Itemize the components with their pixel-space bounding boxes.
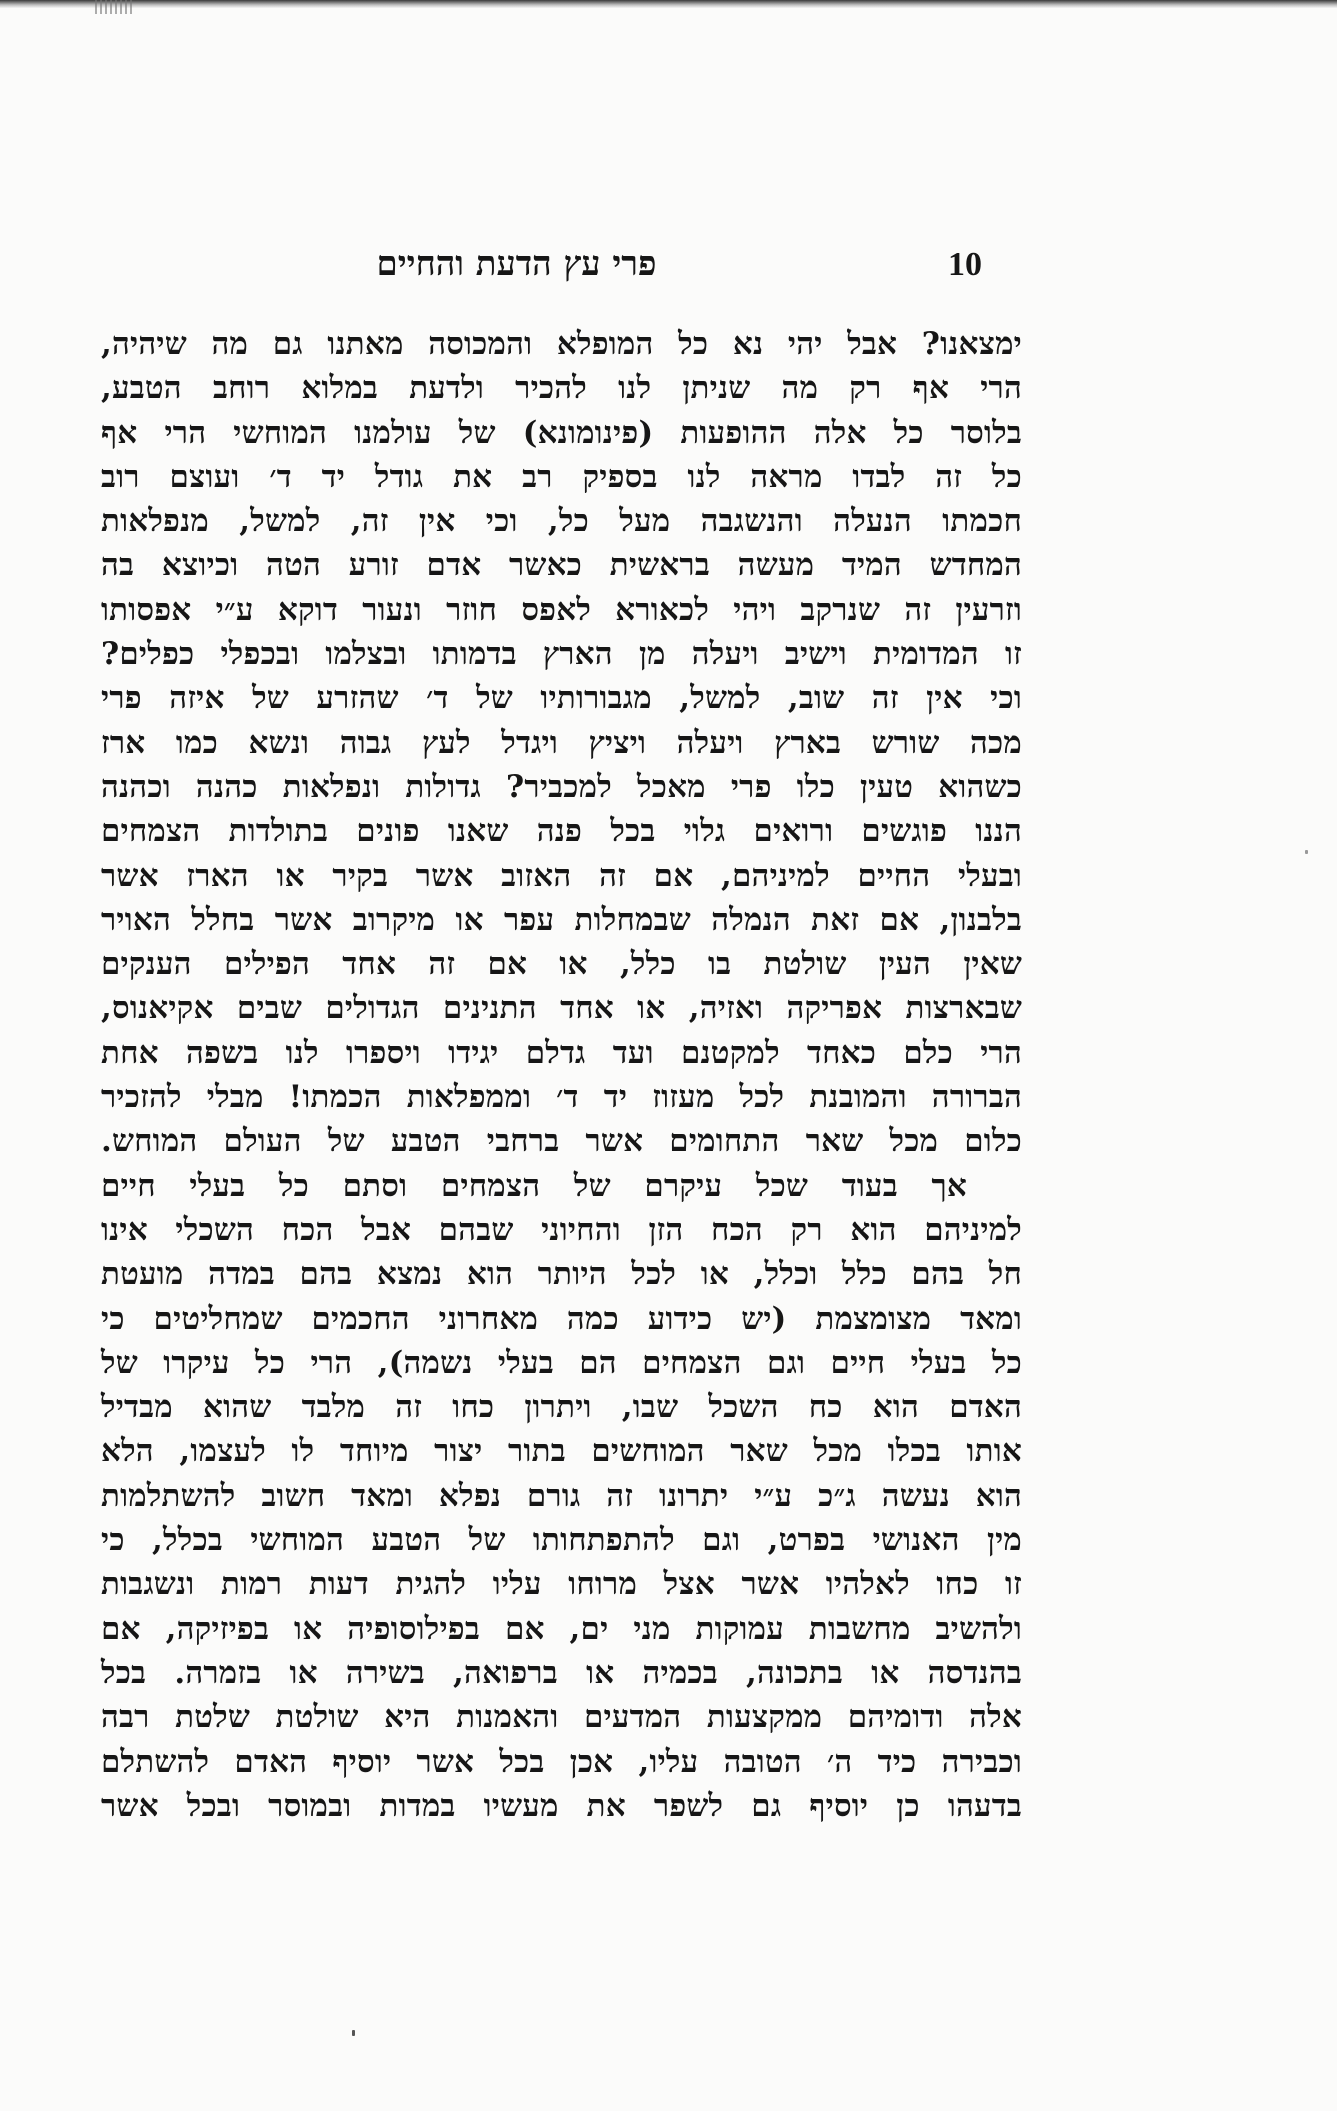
text-line: בדעהו כן יוסיף גם לשפר את מעשיו במדות ובמוסר ובכל אשר bbox=[101, 1787, 1022, 1824]
text-line: וזרעין זה שנרקב ויהי לכאורא לאפס חוזר ונעור דוקא ע״י אפסותו bbox=[101, 591, 1022, 628]
text-line: הרי אף רק מה שניתן לנו להכיר ולדעת במלוא רוחב הטבע, bbox=[101, 370, 1022, 407]
scan-speck bbox=[1305, 850, 1308, 854]
text-line: מין האנושי בפרט, וגם להתפתחותו של הטבע המוחשי בכלל, כי bbox=[101, 1522, 1022, 1559]
text-line: כל בעלי חיים וגם הצמחים הם בעלי נשמה), הרי כל עיקרו של bbox=[101, 1344, 1022, 1381]
text-line: אותו בכלו מכל שאר המוחשים בתור יצור מיוחד לו לעצמו, הלא bbox=[101, 1433, 1022, 1470]
text-line: האדם הוא כח השכל שבו, ויתרון כחו זה מלבד שהוא מבדיל bbox=[101, 1389, 1022, 1426]
text-line: חל בהם כלל וכלל, או לכל היותר הוא נמצא בהם במדה מועטת bbox=[101, 1256, 1022, 1293]
text-line: הננו פוגשים ורואים גלוי בכל פנה שאנו פונים בתולדות הצמחים bbox=[101, 813, 1022, 850]
text-line: הרי כלם כאחד למקטנם ועד גדלם יגידו ויספרו לנו בשפה אחת bbox=[101, 1034, 1022, 1071]
text-line: אלה ודומיהם ממקצעות המדעים והאמנות היא שולטת שלטת רבה bbox=[101, 1699, 1022, 1736]
text-line: ומאד מצומצמת (יש כידוע כמה מאחרוני החכמים שמחליטים כי bbox=[101, 1300, 1022, 1337]
text-line: זו כחו לאלהיו אשר אצל מרוחו עליו להגית דעות רמות ונשגבות bbox=[101, 1566, 1022, 1603]
text-line: בהנדסה או בתכונה, בכמיה או ברפואה, בשירה או בזמרה. בכל bbox=[101, 1654, 1022, 1691]
text-line: שאין העין שולטת בו כלל, או אם זה אחד הפילים הענקים bbox=[101, 946, 1022, 983]
page-number: 10 bbox=[948, 246, 982, 283]
scan-edge-artifact bbox=[95, 0, 135, 14]
body-text bbox=[101, 322, 1022, 1828]
scan-speck bbox=[352, 2030, 355, 2036]
text-line: המחדש המיד מעשה בראשית כאשר אדם זורע הטה וכיוצא בה bbox=[101, 547, 1022, 584]
text-line: כלום מכל שאר התחומים אשר ברחבי הטבע של העולם המוחש. bbox=[101, 1123, 1022, 1160]
text-line: בלבנון, אם זאת הנמלה שבמחלות עפר או מיקרוב אשר בחלל האויר bbox=[101, 901, 1022, 938]
text-line: חכמתו הנעלה והנשגבה מעל כל, וכי אין זה, למשל, מנפלאות bbox=[101, 503, 1022, 540]
text-line: ובעלי החיים למיניהם, אם זה האזוב אשר בקיר או הארז אשר bbox=[101, 857, 1022, 894]
text-line: שבארצות אפריקה ואזיה, או אחד התנינים הגדולים שבים אקיאנוס, bbox=[101, 990, 1022, 1027]
text-line: ימצאנו? אבל יהי נא כל המופלא והמכוסה מאתנו גם מה שיהיה, bbox=[101, 326, 1022, 362]
text-line: מכה שורש בארץ ויעלה ויציץ ויגדל לעץ גבוה ונשא כמו ארז bbox=[101, 724, 1022, 761]
text-line: וכי אין זה שוב, למשל, מגבורותיו של ד׳ שהזרע של איזה פרי bbox=[101, 680, 1022, 717]
scan-top-edge bbox=[0, 0, 1337, 8]
text-line: וכבירה כיד ה׳ הטובה עליו, אכן בכל אשר יוסיף האדם להשתלם bbox=[101, 1743, 1022, 1780]
text-line: אך בעוד שכל עיקרם של הצמחים וסתם כל בעלי חיים bbox=[101, 1167, 967, 1204]
text-line: בלוסר כל אלה ההופעות (פינומונא) של עולמנו המוחשי הרי אף bbox=[101, 414, 1022, 451]
text-line: הברורה והמובנת לכל מעזוז יד ד׳ וממפלאות הכמתו! מבלי להזכיר bbox=[101, 1079, 1022, 1116]
text-line: כל זה לבדו מראה לנו בספיק רב את גודל יד ד׳ ועוצם רוב bbox=[101, 458, 1022, 495]
text-line: זו המדומית וישיב ויעלה מן הארץ בדמותו ובצלמו ובכפלי כפלים? bbox=[101, 636, 1022, 673]
text-line: ולהשיב מחשבות עמוקות מני ים, אם בפילוסופיה או בפיזיקה, אם bbox=[101, 1610, 1022, 1647]
text-line: כשהוא טעין כלו פרי מאכל למכביר? גדולות ונפלאות כהנה וכהנה bbox=[101, 768, 1022, 805]
page-header bbox=[101, 240, 1022, 296]
text-line: למיניהם הוא רק הכח הזן והחיוני שבהם אבל הכח השכלי אינו bbox=[101, 1211, 1022, 1248]
running-title: פרי עץ הדעת והחיים bbox=[376, 244, 657, 284]
text-line: הוא נעשה ג״כ ע״י יתרונו זה גורם נפלא ומאד חשוב להשתלמות bbox=[101, 1477, 1022, 1514]
